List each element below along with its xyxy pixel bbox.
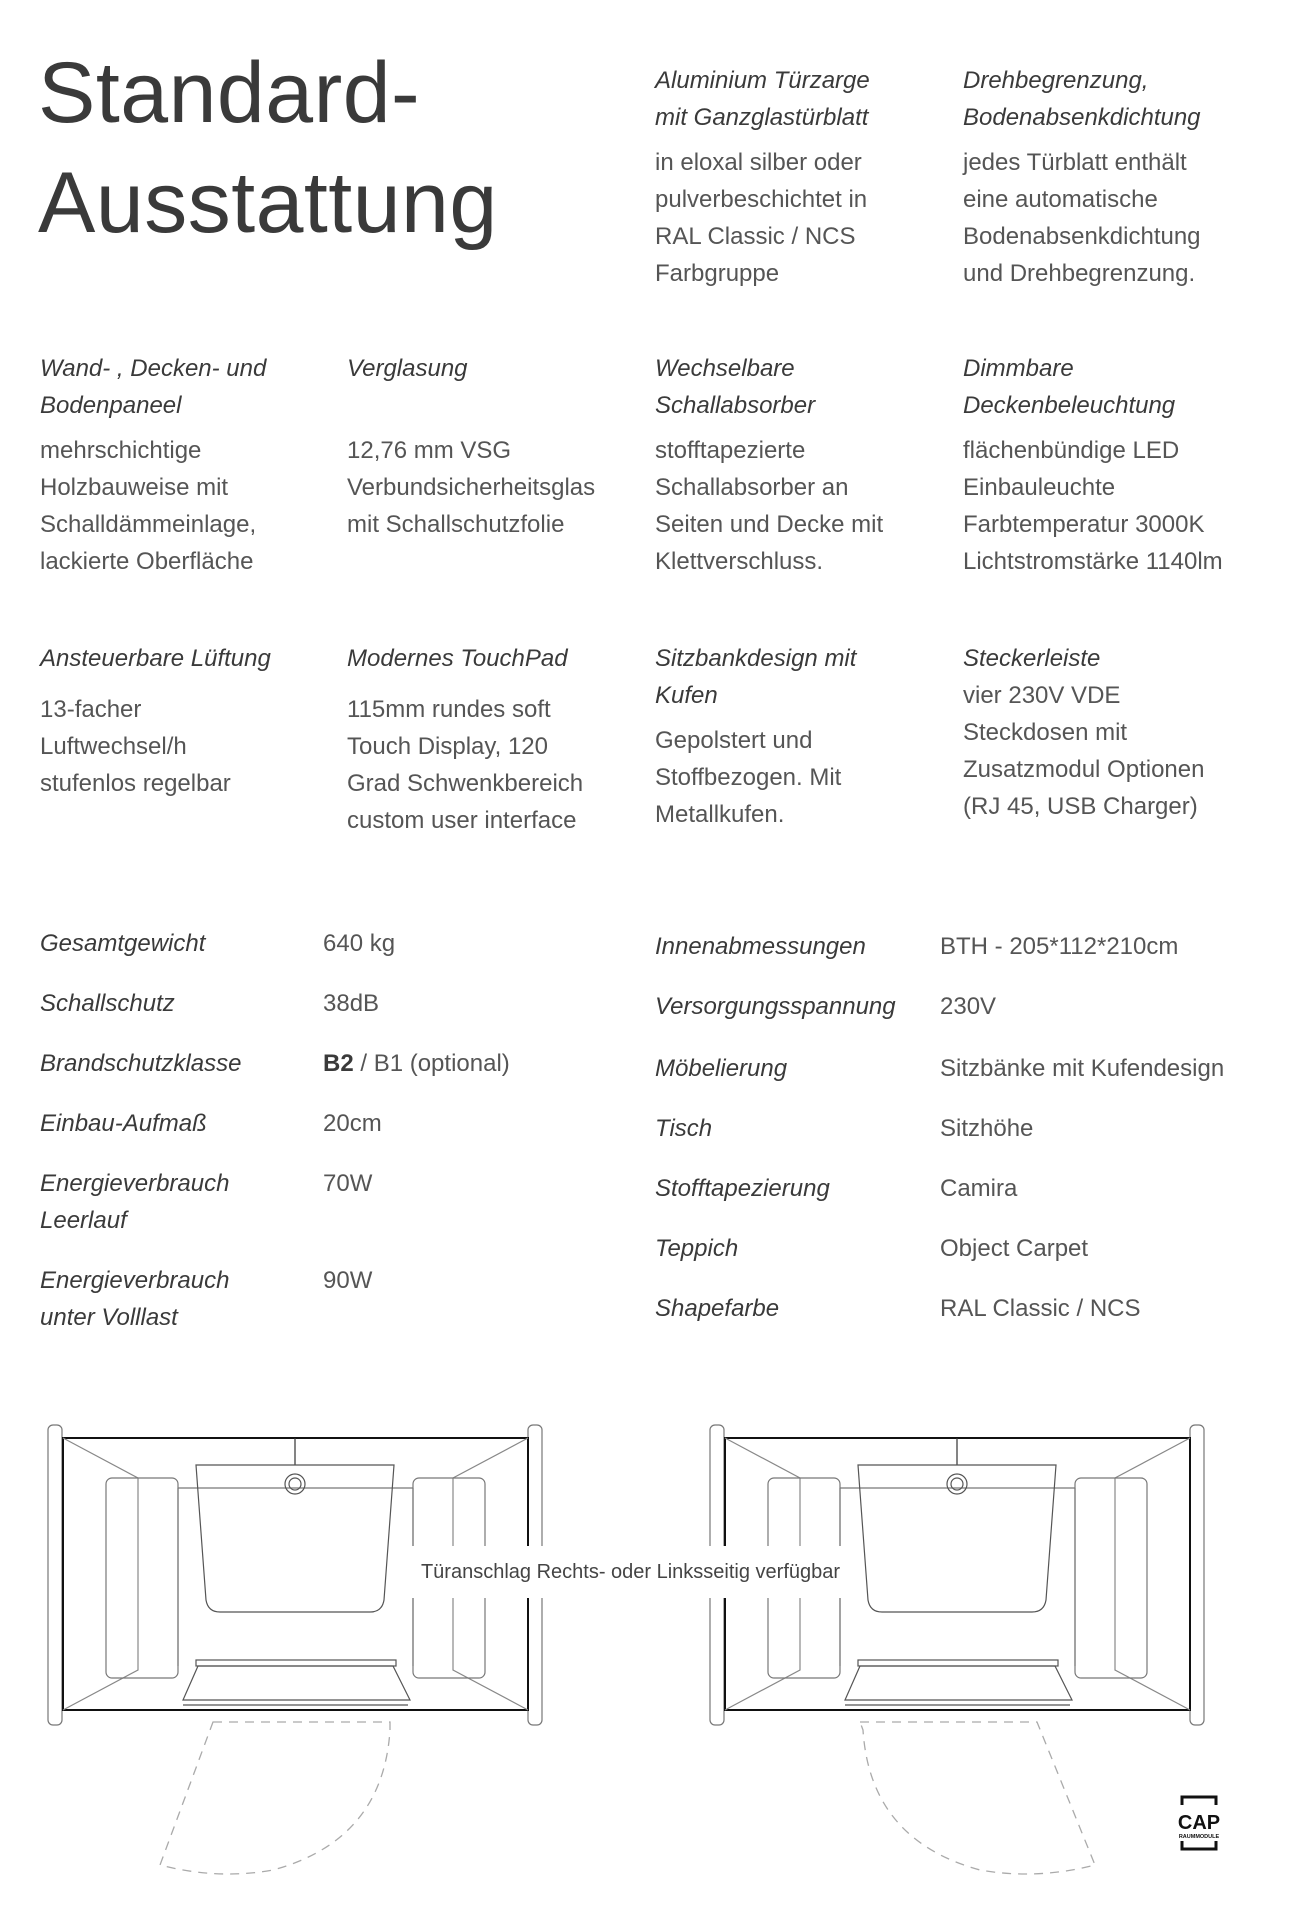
feature-description bbox=[655, 144, 945, 292]
title-line-2: Ausstattung bbox=[38, 155, 498, 251]
feature-description-line: Gepolstert und bbox=[655, 727, 813, 754]
spec-label-line: Einbau-Aufmaß bbox=[40, 1110, 207, 1137]
floorplan-left-hinge bbox=[700, 1410, 1220, 1890]
feature-description-line: Luftwechsel/h bbox=[40, 733, 187, 760]
spec-value bbox=[940, 1170, 1017, 1207]
spec-value bbox=[940, 1110, 1033, 1147]
spec-label-line: Möbelierung bbox=[655, 1055, 788, 1082]
feature-title-line: Wand- , Decken- und bbox=[40, 355, 267, 382]
feature-description bbox=[40, 691, 330, 802]
feature-description bbox=[963, 432, 1253, 580]
feature-lueftung bbox=[40, 640, 330, 802]
spec-value bbox=[323, 1262, 372, 1299]
feature-description-line: in eloxal silber oder bbox=[655, 149, 862, 176]
feature-description bbox=[655, 432, 945, 580]
spec-value-text: 90W bbox=[323, 1267, 373, 1294]
spec-label-line: Schallschutz bbox=[40, 990, 175, 1017]
feature-description bbox=[347, 432, 637, 543]
spec-label bbox=[40, 1045, 310, 1082]
spec-value-text: Camira bbox=[940, 1175, 1018, 1202]
feature-description-line: Klettverschluss. bbox=[655, 548, 824, 575]
feature-description-line: Metallkufen. bbox=[655, 801, 785, 828]
feature-title-line: Modernes TouchPad bbox=[347, 645, 568, 672]
feature-description-line: Grad Schwenkbereich bbox=[347, 770, 584, 797]
door-swing-arc bbox=[860, 1722, 1095, 1874]
feature-description-line: Stoffbezogen. Mit bbox=[655, 764, 842, 791]
feature-description-line: Verbundsicherheitsglas bbox=[347, 474, 596, 501]
spec-value bbox=[940, 1290, 1140, 1327]
feature-title bbox=[40, 350, 330, 424]
feature-title-line: Ansteuerbare Lüftung bbox=[40, 645, 271, 672]
feature-description-line: Steckdosen mit bbox=[963, 719, 1128, 746]
title-line-1: Standard- bbox=[38, 45, 421, 141]
feature-title bbox=[655, 640, 945, 714]
spec-label-line: Brandschutzklasse bbox=[40, 1050, 242, 1077]
spec-label bbox=[655, 1110, 925, 1147]
feature-description-line: stofftapezierte bbox=[655, 437, 806, 464]
feature-description-line: (RJ 45, USB Charger) bbox=[963, 793, 1198, 820]
feature-touchpad bbox=[347, 640, 637, 839]
feature-title-line: mit Ganzglastürblatt bbox=[655, 104, 869, 131]
feature-description bbox=[963, 144, 1253, 292]
door-swing-arc bbox=[160, 1722, 390, 1874]
feature-description bbox=[655, 722, 945, 833]
spec-label-line: Stofftapezierung bbox=[655, 1175, 830, 1202]
feature-schallabsorber bbox=[655, 350, 945, 580]
spec-label-line: unter Volllast bbox=[40, 1304, 178, 1331]
feature-description-line: RAL Classic / NCS bbox=[655, 223, 856, 250]
feature-title bbox=[963, 350, 1253, 424]
feature-title-line: Kufen bbox=[655, 682, 718, 709]
feature-title-line: Schallabsorber bbox=[655, 392, 816, 419]
spec-value bbox=[323, 1045, 510, 1082]
spec-value bbox=[323, 1105, 382, 1142]
feature-title-line: Deckenbeleuchtung bbox=[963, 392, 1176, 419]
feature-title-line: Drehbegrenzung, bbox=[963, 67, 1149, 94]
cap-raummodule-logo bbox=[1172, 1793, 1226, 1853]
spec-label bbox=[655, 1230, 925, 1267]
feature-title bbox=[655, 350, 945, 424]
spec-value-text: 640 kg bbox=[323, 930, 396, 957]
feature-description-line: Einbauleuchte bbox=[963, 474, 1116, 501]
spec-value-text: 20cm bbox=[323, 1110, 382, 1137]
spec-label bbox=[655, 1050, 925, 1087]
spec-label bbox=[655, 928, 925, 965]
feature-title bbox=[655, 62, 945, 136]
spec-value bbox=[323, 925, 395, 962]
logo-subtitle: RAUMMODULE bbox=[1178, 1834, 1220, 1840]
spec-value-text: / B1 (optional) bbox=[353, 1050, 510, 1077]
feature-title bbox=[963, 62, 1253, 136]
feature-description-line: flächenbündige LED bbox=[963, 437, 1180, 464]
feature-title-line: Dimmbare bbox=[963, 355, 1074, 382]
spec-label bbox=[40, 1262, 310, 1336]
spec-value-text: 70W bbox=[323, 1170, 373, 1197]
spec-value-text: RAL Classic / NCS bbox=[940, 1295, 1141, 1322]
spec-label bbox=[40, 1165, 310, 1239]
feature-description-line: 12,76 mm VSG bbox=[347, 437, 512, 464]
spec-label bbox=[40, 985, 310, 1022]
feature-description-line: vier 230V VDE bbox=[963, 682, 1121, 709]
feature-title-line: Verglasung bbox=[347, 355, 468, 382]
feature-title-line: Wechselbare bbox=[655, 355, 795, 382]
feature-paneel bbox=[40, 350, 330, 580]
feature-drehbegrenzung bbox=[963, 62, 1253, 292]
feature-title-line: Aluminium Türzarge bbox=[655, 67, 870, 94]
spec-label-line: Energieverbrauch bbox=[40, 1267, 230, 1294]
feature-description bbox=[963, 677, 1253, 825]
feature-description-line: stufenlos regelbar bbox=[40, 770, 231, 797]
spec-label bbox=[655, 1290, 925, 1327]
feature-description bbox=[40, 432, 330, 580]
spec-value-text: Sitzhöhe bbox=[940, 1115, 1034, 1142]
feature-description-line: mit Schallschutzfolie bbox=[347, 511, 565, 538]
feature-description-line: Farbgruppe bbox=[655, 260, 780, 287]
spec-label-line: Tisch bbox=[655, 1115, 713, 1142]
spec-label-line: Energieverbrauch bbox=[40, 1170, 230, 1197]
spec-value bbox=[940, 928, 1178, 965]
logo-brand: CAP bbox=[1177, 1812, 1221, 1834]
spec-label-line: Gesamtgewicht bbox=[40, 930, 206, 957]
feature-description-line: und Drehbegrenzung. bbox=[963, 260, 1196, 287]
spec-label-line: Innenabmessungen bbox=[655, 933, 866, 960]
feature-description bbox=[347, 691, 637, 839]
feature-title bbox=[347, 350, 637, 387]
spec-label-line: Leerlauf bbox=[40, 1207, 127, 1234]
spec-value bbox=[940, 988, 996, 1025]
feature-title bbox=[347, 640, 637, 677]
spec-label bbox=[655, 988, 925, 1025]
feature-description-line: Touch Display, 120 bbox=[347, 733, 548, 760]
feature-title-line: Steckerleiste bbox=[963, 645, 1101, 672]
spec-label bbox=[655, 1170, 925, 1207]
spec-value-text: BTH - 205*112*210cm bbox=[940, 933, 1179, 960]
spec-label-line: Teppich bbox=[655, 1235, 739, 1262]
spec-label bbox=[40, 1105, 310, 1142]
feature-description-line: Zusatzmodul Optionen bbox=[963, 756, 1205, 783]
spec-value bbox=[940, 1050, 1224, 1087]
floorplan-right-hinge bbox=[38, 1410, 558, 1890]
feature-description-line: Lichtstromstärke 1140lm bbox=[963, 548, 1223, 575]
spec-value bbox=[323, 985, 379, 1022]
feature-description-line: 115mm rundes soft bbox=[347, 696, 551, 723]
feature-description-line: custom user interface bbox=[347, 807, 577, 834]
feature-description-line: Holzbauweise mit bbox=[40, 474, 229, 501]
feature-description-line: Seiten und Decke mit bbox=[655, 511, 884, 538]
feature-description-line: pulverbeschichtet in bbox=[655, 186, 868, 213]
feature-title-line: Bodenabsenkdichtung bbox=[963, 104, 1201, 131]
spec-value-emphasis: B2 bbox=[323, 1050, 354, 1077]
feature-title-line: Sitzbankdesign mit bbox=[655, 645, 857, 672]
feature-description-line: Schallabsorber an bbox=[655, 474, 849, 501]
feature-description-line: Schalldämmeinlage, bbox=[40, 511, 257, 538]
floorplan-caption: Türanschlag Rechts- oder Linksseitig verfügbar bbox=[412, 1546, 849, 1598]
spec-label bbox=[40, 925, 310, 962]
spec-value-text: 230V bbox=[940, 993, 997, 1020]
feature-description-line: lackierte Oberfläche bbox=[40, 548, 254, 575]
spec-value-text: 38dB bbox=[323, 990, 380, 1017]
spec-value-text: Object Carpet bbox=[940, 1235, 1089, 1262]
spec-value bbox=[940, 1230, 1088, 1267]
spec-value bbox=[323, 1165, 372, 1202]
feature-sitzbank bbox=[655, 640, 945, 833]
feature-description-line: jedes Türblatt enthält bbox=[963, 149, 1187, 176]
feature-title-line: Bodenpaneel bbox=[40, 392, 182, 419]
feature-title bbox=[963, 640, 1253, 677]
feature-description-line: eine automatische bbox=[963, 186, 1158, 213]
feature-title bbox=[40, 640, 330, 677]
feature-verglasung bbox=[347, 350, 637, 543]
page-title bbox=[38, 38, 498, 258]
feature-steckerleiste bbox=[963, 640, 1253, 825]
feature-description-line: 13-facher bbox=[40, 696, 142, 723]
feature-beleuchtung bbox=[963, 350, 1253, 580]
spec-label-line: Shapefarbe bbox=[655, 1295, 780, 1322]
feature-tuerzarge bbox=[655, 62, 945, 292]
feature-description-line: Bodenabsenkdichtung bbox=[963, 223, 1201, 250]
spec-value-text: Sitzbänke mit Kufendesign bbox=[940, 1055, 1225, 1082]
feature-description-line: Farbtemperatur 3000K bbox=[963, 511, 1205, 538]
feature-description-line: mehrschichtige bbox=[40, 437, 202, 464]
spec-label-line: Versorgungsspannung bbox=[655, 993, 896, 1020]
